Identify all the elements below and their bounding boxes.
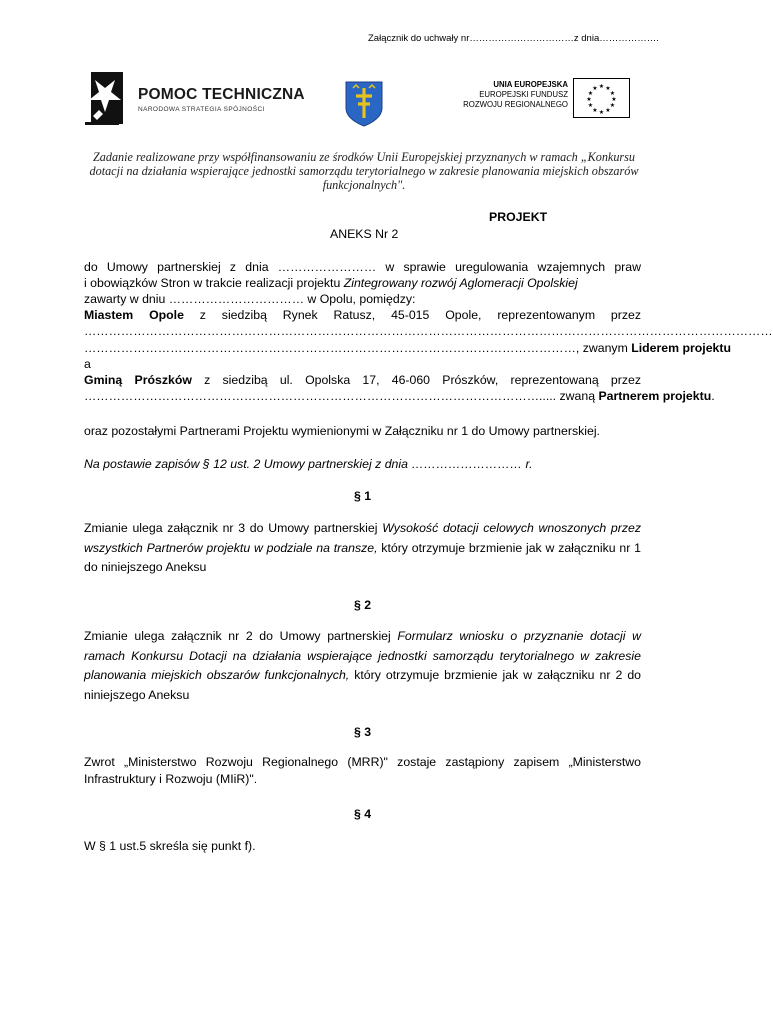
partners-line: oraz pozostałymi Partnerami Projektu wymienionymi w Załączniku nr 1 do Umowy partnerskiej. [84,424,600,438]
section-1-rest: który otrzymuje brzmienie jak w załączniku nr 1 do niniejszego Aneksu [84,540,641,574]
ue-label [440,80,568,110]
svg-text:★: ★ [587,102,594,109]
intro-line-8 [84,372,641,388]
section-4-heading: § 4 [353,807,372,821]
pt-star-icon [85,70,135,130]
section-3-body: Zwrot „Ministerstwo Rozwoju Regionalnego (MRR)" zostaje zastąpiony zapisem „Ministerstwo Infrastruktury i Rozwoju (MIiR)". [84,755,641,786]
opole-crest-icon [344,80,384,128]
svg-text:★: ★ [586,96,592,103]
section-1-text: Zmianie ulega załącznik nr 3 do Umowy partnerskiej [84,521,383,535]
aneks-title: ANEKS Nr 2 [330,227,399,241]
intro-line-9-text: …………………………………………………………………………………………………..... zwaną [84,389,599,403]
section-2-heading: § 2 [353,598,372,612]
section-2-rest: który otrzymuje brzmienie jak w załączniku nr 2 do niniejszego Aneksu [84,668,642,702]
section-4-body: W § 1 ust.5 skreśla się punkt f). [84,839,256,853]
intro-line-9 [84,388,715,404]
section-2-text: Zmianie ulega załącznik nr 2 do Umowy partnerskiej [84,629,398,643]
intro-line-1: do Umowy partnerskiej z dnia …………………… w sprawie uregulowania wzajemnych praw [84,260,641,274]
party-proszkow-address: z siedzibą ul. Opolska 17, 46-060 Prószków, reprezentowaną przez [191,373,641,387]
funding-subtitle: Zadanie realizowane przy współfinansowaniu ze środków Unii Europejskiej przyznanych w ramach „Konkursu dotacji na działania wspierające jednostki samorządu terytorialnego w zakresie planowania miejskich obszarów funkcjonalnych". [89,150,639,192]
svg-text:★: ★ [611,96,617,103]
section-1-body [84,519,641,578]
intro-line-4 [84,307,641,323]
ue-line-2: EUROPEJSKI FUNDUSZ [479,90,568,99]
svg-text:★: ★ [605,107,611,114]
intro-line-9-end: . [711,389,715,403]
header-note: Załącznik do uchwały nr……………………………z dnia………………. [368,33,659,44]
project-name: Zintegrowany rozwój Aglomeracji Opolskiej [343,276,578,290]
intro-line-7: a [84,357,91,371]
basis-line: Na postawie zapisów § 12 ust. 2 Umowy partnerskiej z dnia ……………………… r. [84,457,533,471]
ue-line-3: ROZWOJU REGIONALNEGO [463,100,568,109]
partner-label: Partnerem projektu [598,389,712,403]
intro-line-3: zawarty w dniu …………………………… w Opolu, pomiędzy: [84,292,416,306]
svg-text:★: ★ [587,90,594,97]
section-1-heading: § 1 [353,489,372,503]
intro-line-2-text: i obowiązków Stron w trakcie realizacji projektu [84,276,344,290]
party-proszkow: Gminą Prószków [84,373,192,387]
intro-line-2 [84,275,578,291]
projekt-label: PROJEKT [489,210,548,224]
svg-text:★: ★ [609,102,616,109]
party-opole: Miastem Opole [84,308,184,322]
party-opole-address: z siedzibą Rynek Ratusz, 45-015 Opole, reprezentowanym przez [183,308,642,322]
intro-line-6 [84,340,731,356]
section-1-title: Wysokość dotacji celowych wnoszonych przez wszystkich Partnerów projektu w podziale na transze, [84,521,641,555]
section-2-title: Formularz wniosku o przyznanie dotacji w ramach Konkursu Dotacji na działania wspierające jednostki samorządu terytorialnego w zakresie planowania miejskich obszarów funkcjonalnych, [84,629,642,682]
intro-line-6-text: …………………………………………………………………………………………………………, zwanym [84,341,632,355]
svg-text:★: ★ [605,85,611,92]
section-3-heading: § 3 [353,725,372,739]
pt-title: POMOC TECHNICZNA [138,86,305,103]
svg-text:★: ★ [598,83,605,90]
eu-flag-icon [573,78,630,118]
svg-text:★: ★ [609,90,616,97]
intro-line-5: …………………………………………………………………………………………………………………………………………………… [84,324,773,338]
section-2-body [84,627,641,705]
pomoc-techniczna-logo [85,70,305,130]
svg-text:★: ★ [592,85,598,92]
ue-line-1: UNIA EUROPEJSKA [493,80,568,89]
leader-label: Liderem projektu [631,341,731,355]
pt-subtitle: NARODOWA STRATEGIA SPÓJNOŚCI [138,106,265,113]
svg-text:★: ★ [592,107,598,114]
svg-text:★: ★ [598,109,605,116]
